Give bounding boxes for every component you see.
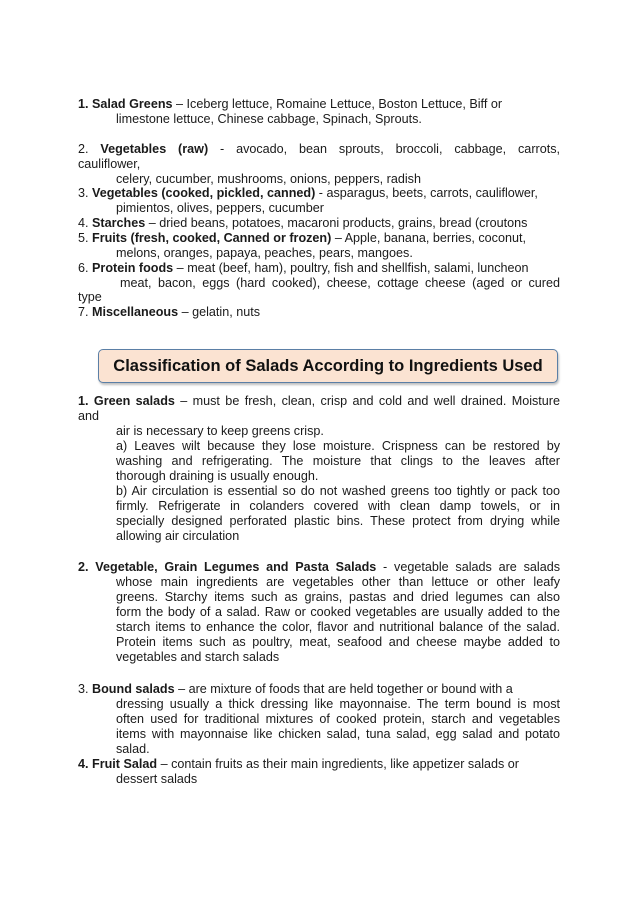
list-item-starches — [78, 216, 527, 231]
item-text: – meat (beef, ham), poultry, fish and shellfish, salami, luncheon — [173, 261, 529, 275]
list-item-continuation: celery, cucumber, mushrooms, onions, peppers, radish — [116, 172, 421, 186]
paragraph-line: vegetables and starch salads — [116, 650, 280, 664]
item-number: 4. — [78, 216, 89, 230]
item-title: Bound salads — [92, 682, 175, 696]
item-number: 3. — [78, 186, 89, 200]
item-number: 2. — [78, 560, 89, 574]
list-item-continuation: limestone lettuce, Chinese cabbage, Spinach, Sprouts. — [116, 112, 422, 126]
item-title: Fruits (fresh, cooked, Canned or frozen) — [92, 231, 332, 245]
item-text: – contain fruits as their main ingredients, like appetizer salads or — [157, 757, 519, 771]
paragraph-line: whose main ingredients are vegetables other than lettuce or other leafy — [116, 575, 560, 589]
paragraph-line: dessert salads — [116, 772, 198, 786]
item-text: - avocado, bean sprouts, broccoli, cabbage, carrots, — [208, 142, 560, 156]
item-number: 4. — [78, 757, 89, 771]
item-title: Starches — [92, 216, 146, 230]
paragraph-line: a) Leaves wilt because they lose moisture. Crispness can be restored by — [116, 439, 560, 453]
list-item-continuation: type — [78, 290, 102, 304]
item-title: Protein foods — [92, 261, 174, 275]
paragraph-line: often used for traditional mixtures of cooked protein, starch and vegetables — [116, 712, 560, 726]
item-title: Salad Greens — [92, 97, 173, 111]
paragraph-line: firmly. Refrigerate in colanders covered with clean damp towels, or in — [116, 499, 560, 513]
paragraph-line: air is necessary to keep greens crisp. — [116, 424, 324, 438]
vegetable-salads-paragraph — [78, 560, 560, 575]
item-text: – dried beans, potatoes, macaroni products, grains, bread (croutons — [145, 216, 528, 230]
item-number: 2. — [78, 142, 89, 156]
paragraph-line: form the body of a salad. Raw or cooked vegetables are usually added to the — [116, 605, 560, 619]
paragraph-line: washing and refrigerating. The moisture that clings to the leaves after — [116, 454, 560, 468]
item-text: - vegetable salads are salads — [376, 560, 560, 574]
paragraph-line: b) Air circulation is essential so do not washed greens too tightly or pack too — [116, 484, 560, 498]
item-number: 1. — [78, 394, 89, 408]
item-title: Miscellaneous — [92, 305, 179, 319]
list-item-continuation: meat, bacon, eggs (hard cooked), cheese, cottage cheese (aged or cured — [120, 276, 560, 290]
paragraph-line: allowing air circulation — [116, 529, 240, 543]
section-heading-banner — [98, 349, 558, 383]
list-item-miscellaneous — [78, 305, 260, 320]
item-title: Vegetable, Grain Legumes and Pasta Salads — [95, 560, 377, 574]
paragraph-line: starch items to enhance the color, flavor and nutritional balance of the salad. — [116, 620, 560, 634]
list-item-continuation: cauliflower, — [78, 157, 141, 171]
paragraph-line: items with mayonnaise like chicken salad, tuna salad, egg salad and potato — [116, 727, 560, 741]
item-number: 3. — [78, 682, 89, 696]
list-item-protein-foods — [78, 261, 529, 276]
list-item-continuation: melons, oranges, papaya, peaches, pears, mangoes. — [116, 246, 413, 260]
paragraph-line: thorough draining is usually enough. — [116, 469, 319, 483]
item-text: – are mixture of foods that are held together or bound with a — [174, 682, 513, 696]
item-text: – must be fresh, clean, crisp and cold and well drained. Moisture — [174, 394, 561, 408]
item-text: – Apple, banana, berries, coconut, — [331, 231, 526, 245]
item-number: 6. — [78, 261, 89, 275]
item-title: Vegetables (raw) — [100, 142, 209, 156]
bound-salads-paragraph — [78, 682, 513, 697]
green-salads-paragraph — [78, 394, 560, 409]
fruit-salad-paragraph — [78, 757, 519, 772]
list-item-continuation: pimientos, olives, peppers, cucumber — [116, 201, 324, 215]
paragraph-line: specially designed perforated plastic bins. These protect from drying while — [116, 514, 560, 528]
paragraph-line: and — [78, 409, 100, 423]
item-text: - asparagus, beets, carrots, cauliflower, — [315, 186, 538, 200]
paragraph-line: salad. — [116, 742, 150, 756]
item-title: Vegetables (cooked, pickled, canned) — [92, 186, 316, 200]
paragraph-line: dressing usually a thick dressing like mayonnaise. The term bound is most — [116, 697, 560, 711]
list-item-vegetables-cooked — [78, 186, 538, 201]
paragraph-line: greens. Starchy items such as grains, pastas and dried legumes can also — [116, 590, 560, 604]
item-title: Green salads — [93, 394, 175, 408]
item-text: – Iceberg lettuce, Romaine Lettuce, Boston Lettuce, Biff or — [172, 97, 503, 111]
item-number: 5. — [78, 231, 89, 245]
section-heading: Classification of Salads According to Ingredients Used — [113, 356, 543, 375]
item-number: 1. — [78, 97, 89, 111]
paragraph-line: Protein items such as poultry, meat, seafood and cheese maybe added to — [116, 635, 560, 649]
item-text: – gelatin, nuts — [178, 305, 261, 319]
item-number: 7. — [78, 305, 89, 319]
item-title: Fruit Salad — [92, 757, 158, 771]
list-item-vegetables-raw — [78, 142, 560, 157]
list-item-fruits — [78, 231, 526, 246]
list-item-salad-greens — [78, 97, 502, 112]
